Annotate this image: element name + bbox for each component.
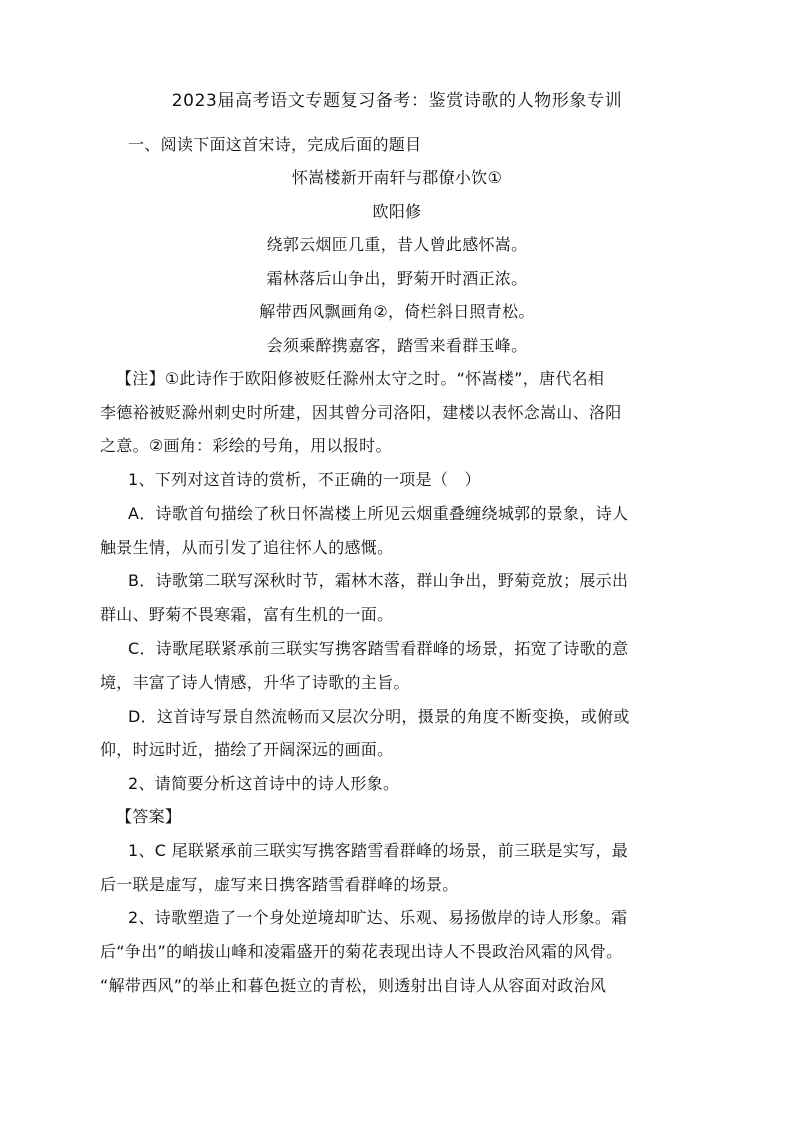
option-d-line: 仰，时远时近，描绘了开阔深远的画面。	[100, 740, 394, 759]
answer-1-line: 1、C 尾联紧承前三联实写携客踏雪看群峰的场景，前三联是实写，最	[128, 841, 629, 860]
option-c-line: C．诗歌尾联紧承前三联实写携客踏雪看群峰的场景，拓宽了诗歌的意	[128, 639, 629, 658]
option-b-line: 群山、野菊不畏寒霜，富有生机的一面。	[100, 605, 394, 624]
option-c-line: 境，丰富了诗人情感，升华了诗歌的主旨。	[100, 673, 410, 692]
note-line: 李德裕被贬滁州刺史时所建，因其曾分司洛阳，建楼以表怀念嵩山、洛阳	[100, 403, 622, 422]
note-line: 【注】①此诗作于欧阳修被贬任滁州太守之时。“怀嵩楼”，唐代名相	[116, 369, 605, 388]
answer-2-line: 后“争出”的峭拔山峰和凌霜盛开的菊花表现出诗人不畏政治风霜的风骨。	[100, 942, 623, 961]
poem-line: 绕郭云烟匝几重，昔人曾此感怀嵩。	[266, 235, 528, 254]
instruction-text: 一、阅读下面这首宋诗，完成后面的题目	[128, 135, 422, 154]
option-a-line: 触景生情，从而引发了追往怀人的感慨。	[100, 538, 394, 557]
answer-heading: 【答案】	[116, 807, 182, 826]
answer-1-line: 后一联是虚写，虚写来日携客踏雪看群峰的场景。	[100, 875, 459, 894]
poem-line: 会须乘醉携嘉客，踏雪来看群玉峰。	[266, 336, 528, 355]
poem-line: 霜林落后山争出，野菊开时酒正浓。	[266, 269, 528, 288]
question-2-stem: 2、请简要分析这首诗中的诗人形象。	[128, 774, 400, 793]
option-a-line: A．诗歌首句描绘了秋日怀嵩楼上所见云烟重叠缠绕城郭的景象，诗人	[128, 504, 629, 523]
note-line: 之意。②画角：彩绘的号角，用以报时。	[100, 436, 392, 455]
option-d-line: D．这首诗写景自然流畅而又层次分明，摄景的角度不断变换，或俯或	[128, 707, 630, 726]
document-title: 2023届高考语文专题复习备考：鉴赏诗歌的人物形象专训	[171, 91, 623, 111]
poem-author: 欧阳修	[372, 202, 422, 221]
answer-2-line: 2、诗歌塑造了一个身处逆境却旷达、乐观、易扬傲岸的诗人形象。霜	[128, 908, 628, 927]
poem-title: 怀嵩楼新开南轩与郡僚小饮①	[291, 168, 503, 187]
poem-line: 解带西风飘画角②，倚栏斜日照青松。	[259, 302, 535, 321]
answer-2-line: “解带西风”的举止和暮色挺立的青松，则透射出自诗人从容面对政治风	[100, 976, 607, 995]
question-1-stem: 1、下列对这首诗的赏析，不正确的一项是（ ）	[128, 470, 481, 489]
option-b-line: B．诗歌第二联写深秋时节，霜林木落，群山争出，野菊竞放；展示出	[128, 571, 629, 590]
